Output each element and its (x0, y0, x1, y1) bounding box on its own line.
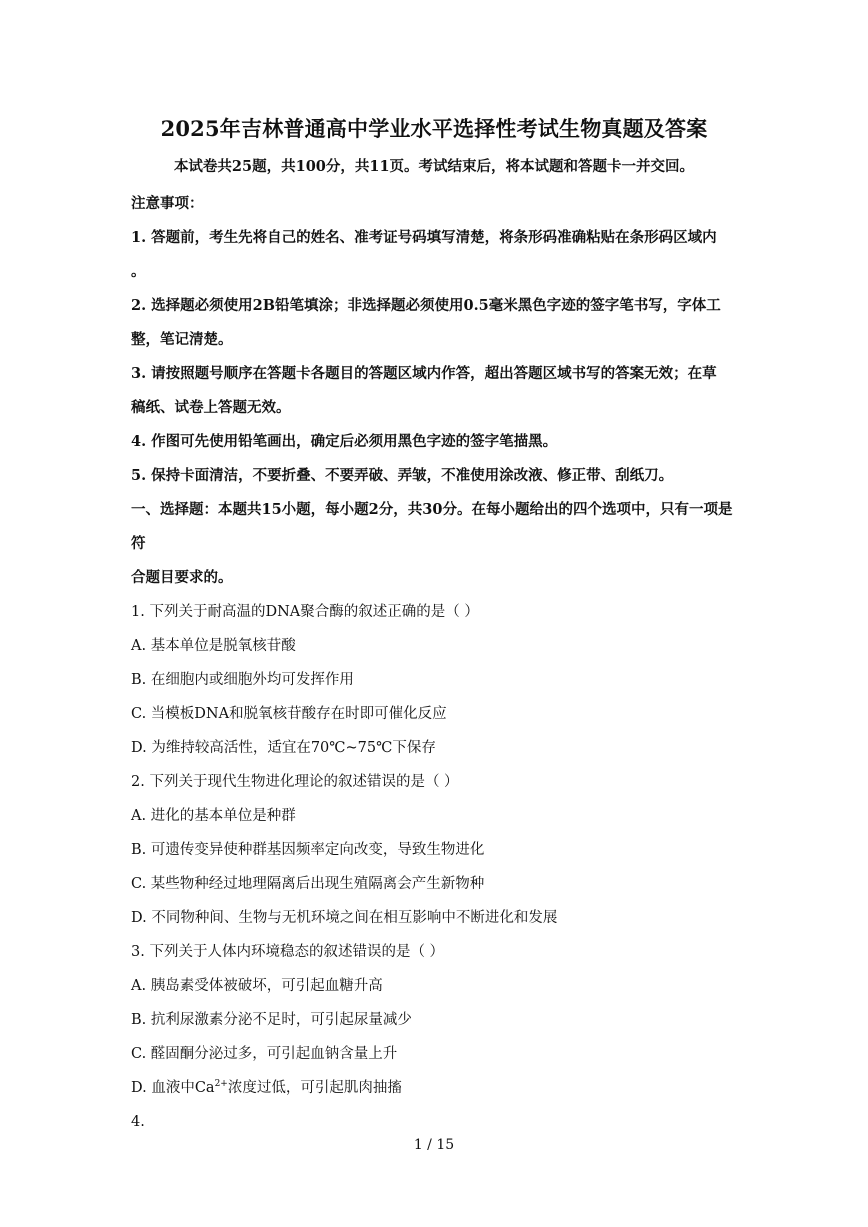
page-number: 1 / 15 (413, 1137, 455, 1153)
question-stem: 2. 下列关于现代生物进化理论的叙述错误的是（ ） (131, 774, 459, 790)
notes-heading: 注意事项： (131, 195, 204, 212)
question-stem: 1. 下列关于耐高温的DNA聚合酶的叙述正确的是（ ） (131, 604, 479, 620)
note-line: 整，笔记清楚。 (131, 331, 233, 348)
question-option: D. 不同物种间、生物与无机环境之间在相互影响中不断进化和发展 (131, 910, 558, 926)
document-body (131, 187, 735, 1139)
question-stem: 3. 下列关于人体内环境稳态的叙述错误的是（ ） (131, 944, 445, 960)
question-option: C. 当模板DNA和脱氧核苷酸存在时即可催化反应 (131, 706, 447, 722)
note-line: 3. 请按照题号顺序在答题卡各题目的答题区域内作答，超出答题区域书写的答案无效；在草 (131, 365, 717, 382)
note-line: 。 (131, 263, 146, 280)
note-line: 稿纸、试卷上答题无效。 (131, 399, 291, 416)
question-option: A. 胰岛素受体被破坏，可引起血糖升高 (131, 978, 383, 994)
question-option: A. 基本单位是脱氧核苷酸 (131, 638, 296, 654)
document-title: 2025年吉林普通高中学业水平选择性考试生物真题及答案 (160, 116, 708, 141)
question-option: C. 某些物种经过地理隔离后出现生殖隔离会产生新物种 (131, 876, 485, 892)
option-text: 浓度过低，可引起肌肉抽搐 (227, 1080, 402, 1096)
question-option: A. 进化的基本单位是种群 (131, 808, 296, 824)
question-option: B. 抗利尿激素分泌不足时，可引起尿量减少 (131, 1012, 412, 1028)
note-line: 4. 作图可先使用铅笔画出，确定后必须用黑色字迹的签字笔描黑。 (131, 433, 558, 450)
option-text: D. 血液中Ca (131, 1080, 215, 1096)
section-heading: 一、选择题：本题共15小题，每小题2分，共30分。在每小题给出的四个选项中，只有一项是符 (131, 501, 733, 552)
question-option: B. 在细胞内或细胞外均可发挥作用 (131, 672, 354, 688)
note-line: 1. 答题前，考生先将自己的姓名、准考证号码填写清楚，将条形码准确粘贴在条形码区域内 (131, 229, 717, 246)
question-stem: 4. (131, 1114, 145, 1130)
question-option: B. 可遗传变异使种群基因频率定向改变，导致生物进化 (131, 842, 485, 858)
note-line: 2. 选择题必须使用2B铅笔填涂；非选择题必须使用0.5毫米黑色字迹的签字笔书写，字体工 (131, 297, 721, 314)
question-option: D. 为维持较高活性，适宜在70℃~75℃下保存 (131, 740, 436, 756)
note-line: 5. 保持卡面清洁，不要折叠、不要弄破、弄皱，不准使用涂改液、修正带、刮纸刀。 (131, 467, 674, 484)
question-option (131, 1071, 735, 1105)
superscript: 2+ (214, 1079, 228, 1089)
question-option: C. 醛固酮分泌过多，可引起血钠含量上升 (131, 1046, 398, 1062)
section-heading: 合题目要求的。 (131, 569, 233, 586)
document-subtitle: 本试卷共25题，共100分，共11页。考试结束后，将本试题和答题卡一并交回。 (173, 158, 695, 175)
